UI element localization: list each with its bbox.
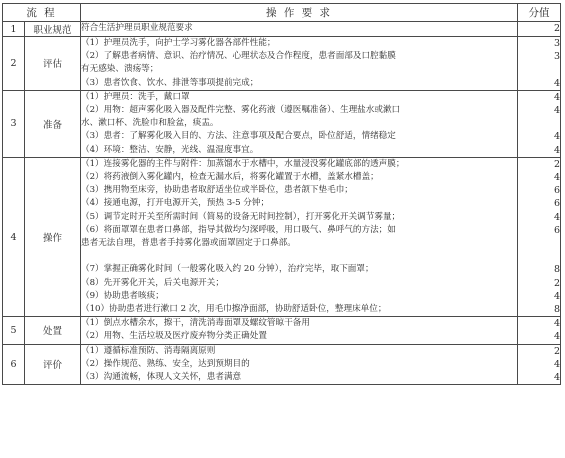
score-value: 4 [553,318,560,330]
operation-cell [81,317,518,344]
section-name: 操作 [25,157,81,316]
score-gap [518,250,560,263]
table-row-6 [3,344,561,385]
score-value: 4 [553,144,560,156]
header-process: 流 程 [3,4,81,22]
section-name: 评价 [25,344,81,385]
header-score: 分值 [518,4,561,22]
section-name: 评估 [25,37,81,91]
table-row-3 [3,90,561,157]
score-value: 8 [553,264,560,276]
score-value: 8 [553,304,560,316]
score-value: 4 [553,358,560,370]
operation-cell [81,37,518,91]
row-number: 4 [3,157,25,316]
score-cell [518,344,561,385]
score-value: 4 [553,105,560,117]
operation-line: （3）患者饮食、饮水、排泄等事项提前完成； [81,77,259,88]
operation-line: （9）协助患者咳痰； [81,290,164,301]
operation-line: （2）了解患者病情、意识、治疗情况、心理状态及合作程度，患者面部及口腔黏膜 [81,51,396,62]
row-number: 3 [3,90,25,157]
operation-line: （5）调节定时开关至所需时间（简易的设备无时间控制），打开雾化开关调节雾量； [81,211,401,222]
table-row-5 [3,317,561,344]
operation-line: （4）环境：整洁、安静，光线、温湿度事宜。 [81,144,259,155]
header-row [3,4,561,22]
operation-line: （1）护理员：洗手，戴口罩 [81,91,190,102]
score-value: 4 [553,91,560,103]
row-number: 2 [3,37,25,91]
score-value: 4 [553,131,560,143]
section-name: 准备 [25,90,81,157]
procedure-table [2,3,561,385]
section-name: 处置 [25,317,81,344]
score-value: 4 [553,172,560,184]
operation-cell [81,344,518,385]
score-value: 2 [553,158,560,170]
score-cell [518,37,561,91]
operation-line: （2）用物：超声雾化吸入器及配件完整、雾化药液（遵医嘱准备）、生理盐水或漱口 [81,105,401,116]
operation-cell [81,22,518,37]
score-value: 4 [553,77,560,89]
operation-line: （1）倒点水槽余水，擦干，清洗消毒面罩及螺纹管晾干备用 [81,318,310,329]
score-cell [518,317,561,344]
score-gap [518,237,560,250]
row-number: 6 [3,344,25,385]
score-value: 6 [553,224,560,236]
row-number: 5 [3,317,25,344]
operation-line: （4）接通电源，打开电源开关，预热 3-5 分钟； [81,198,270,209]
operation-gap [81,250,517,263]
operation-cell [81,157,518,316]
score-value: 6 [553,185,560,197]
score-gap [518,117,560,130]
score-value: 3 [553,38,560,49]
score-value: 2 [553,277,560,289]
operation-cell [81,90,518,157]
operation-line: （3）携用物至床旁，协助患者取舒适坐位或半卧位，患者颌下垫毛巾； [81,185,353,196]
operation-line: 水、漱口杯、洗脸巾和脸盆，痰盂。 [81,118,219,129]
score-value: 3 [553,51,560,63]
score-cell [518,22,561,37]
operation-line: （8）先开雾化开关，后关电源开关； [81,277,224,288]
header-operation: 操 作 要 求 [81,4,518,22]
operation-line: （2）操作规范、熟练、安全，达到预期目的 [81,358,250,369]
score-value: 6 [553,198,560,210]
score-value: 4 [553,331,560,343]
operation-line: 符合生活护理员职业规范要求 [81,23,193,34]
operation-line: （2）将药液倒入雾化罐内，检查无漏水后，将雾化罐置于水槽，盖紧水槽盖； [81,172,379,183]
operation-line: （10）协助患者进行漱口 2 次，用毛巾擦净面部，协助舒适卧位，整理床单位； [81,304,387,315]
score-gap [518,63,560,76]
score-value: 2 [553,23,560,35]
operation-line: （7）掌握正确雾化时间（一般雾化吸入约 20 分钟），治疗完毕，取下面罩； [81,264,374,275]
operation-line: 有无感染、溃疡等； [81,64,159,75]
score-value: 2 [553,345,560,357]
operation-line: （1）连接雾化器的主件与附件：加蒸馏水于水槽中，水量浸没雾化罐底部的透声膜； [81,158,405,169]
operation-line: （3）沟通流畅，体现人文关怀，患者满意 [81,372,242,383]
operation-line: 患者无法自理，普患者手持雾化器或面罩固定于口鼻部。 [81,238,296,249]
table-row-2 [3,37,561,91]
operation-line: （1）遵循标准预防、消毒隔离原则 [81,345,216,356]
score-cell [518,157,561,316]
operation-line: （1）护理员洗手，向护士学习雾化器各部件性能； [81,38,276,48]
score-value: 4 [553,290,560,302]
operation-line: （2）用物、生活垃圾及医疗废弃物分类正确处置 [81,331,267,342]
section-name: 职业规范 [25,22,81,37]
operation-line: （6）将面罩罩在患者口鼻部，指导其做均匀深呼吸，用口吸气、鼻呼气的方法；如 [81,224,396,235]
operation-line: （3）患者：了解雾化吸入目的、方法、注意事项及配合要点，卧位舒适，情绪稳定 [81,131,396,142]
table-row-1 [3,22,561,37]
score-cell [518,90,561,157]
table-row-4 [3,157,561,316]
score-value: 4 [553,372,560,384]
row-number: 1 [3,22,25,37]
score-value: 4 [553,211,560,223]
